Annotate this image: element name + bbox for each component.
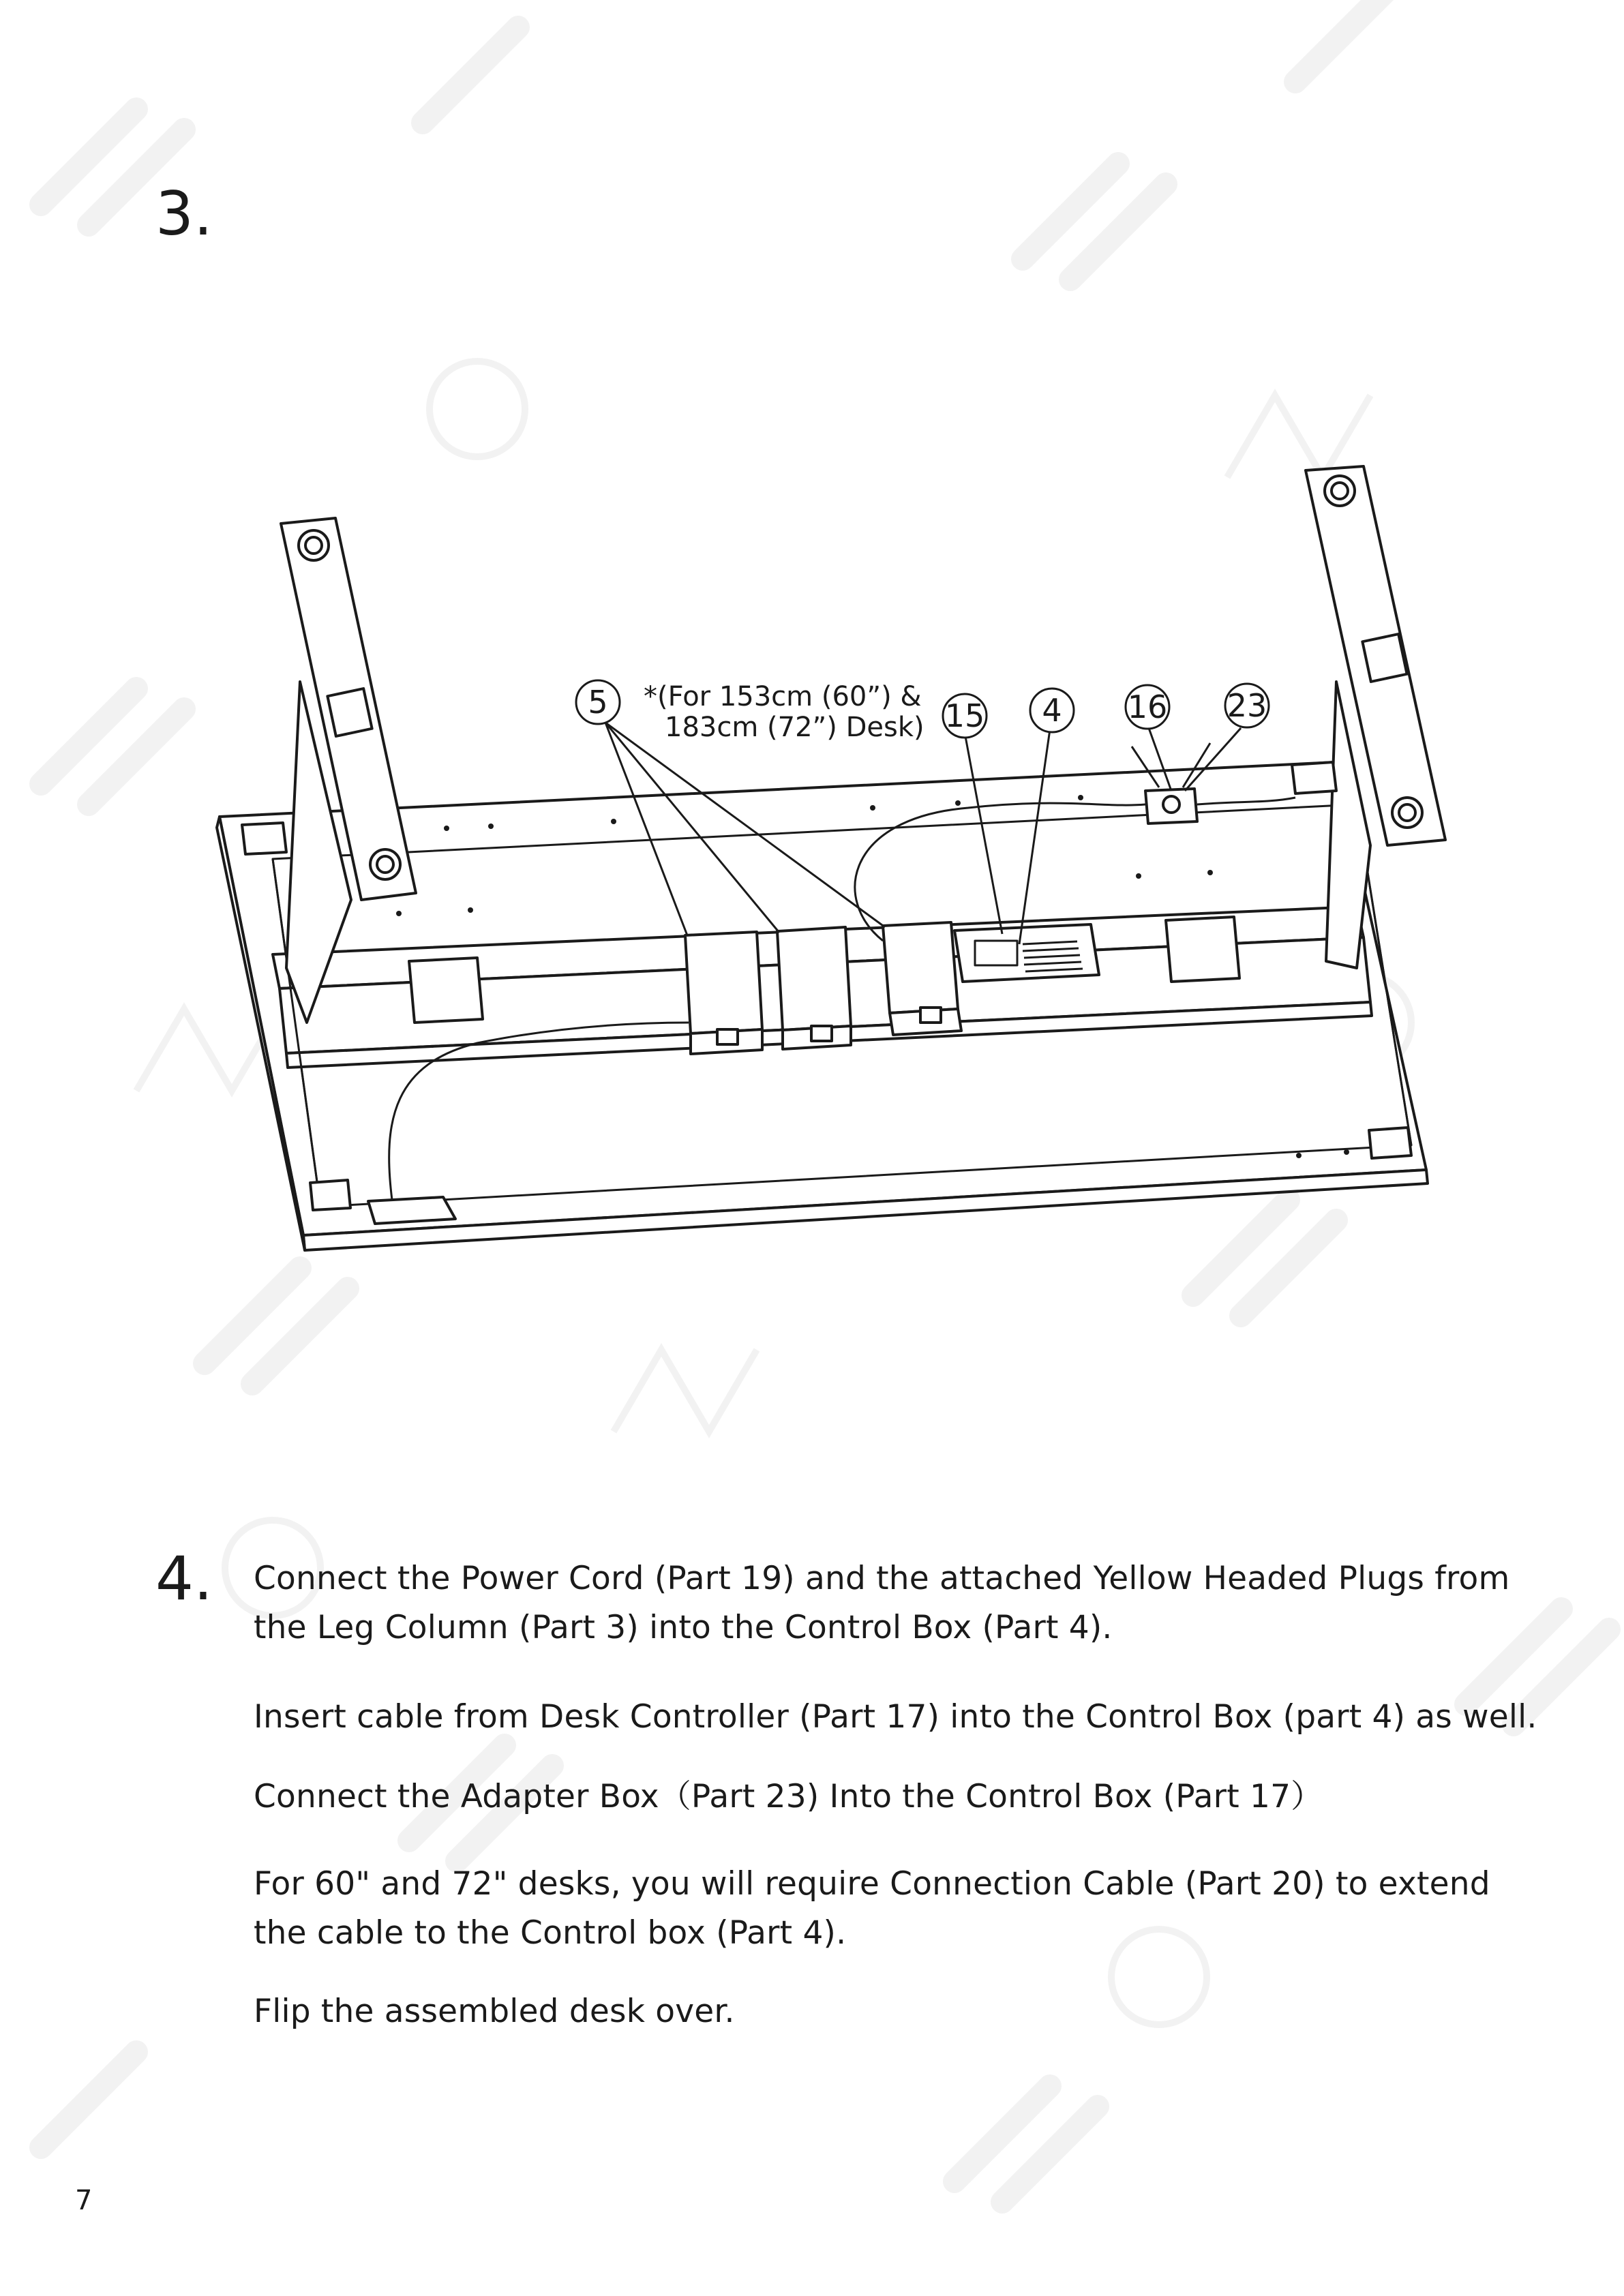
instruction-paragraph-3: Connect the Adapter Box（Part 23) Into the Control Box (Part 17） xyxy=(254,1778,1323,1815)
callout-note-line1: *(For 153cm (60”) & xyxy=(644,681,922,712)
callout-15 xyxy=(943,694,987,738)
step-3-number: 3. xyxy=(155,179,213,249)
callout-5 xyxy=(576,680,620,724)
adapter-box xyxy=(1145,789,1197,824)
page-number: 7 xyxy=(75,2185,93,2216)
callout-4 xyxy=(1030,689,1074,732)
bracket-right xyxy=(883,922,958,1013)
callout-16 xyxy=(1126,685,1169,729)
desk-controller xyxy=(368,1197,455,1224)
bracket-left-1 xyxy=(685,932,762,1033)
callout-16-label: 16 xyxy=(1127,689,1168,725)
bracket-left-2 xyxy=(777,927,851,1030)
callout-23-label: 23 xyxy=(1227,687,1267,724)
instruction-paragraph-1: Connect the Power Cord (Part 19) and the attached Yellow Headed Plugs from the Leg Column (Part 3) into the Control Box (Part 4). xyxy=(254,1560,1510,1646)
callout-15-label: 15 xyxy=(944,697,985,734)
instruction-paragraph-5: Flip the assembled desk over. xyxy=(254,1993,735,2030)
instruction-paragraph-4: For 60" and 72" desks, you will require Connection Cable (Part 20) to extend the cable to the Control box (Part 4). xyxy=(254,1865,1490,1952)
step-4-number: 4. xyxy=(155,1543,213,1614)
callout-23 xyxy=(1225,684,1269,727)
callout-4-label: 4 xyxy=(1042,692,1062,729)
instruction-paragraph-2: Insert cable from Desk Controller (Part 17) into the Control Box (part 4) as well. xyxy=(254,1698,1537,1736)
callout-note-line2: 183cm (72”) Desk) xyxy=(665,712,924,743)
callout-5-label: 5 xyxy=(588,684,608,721)
